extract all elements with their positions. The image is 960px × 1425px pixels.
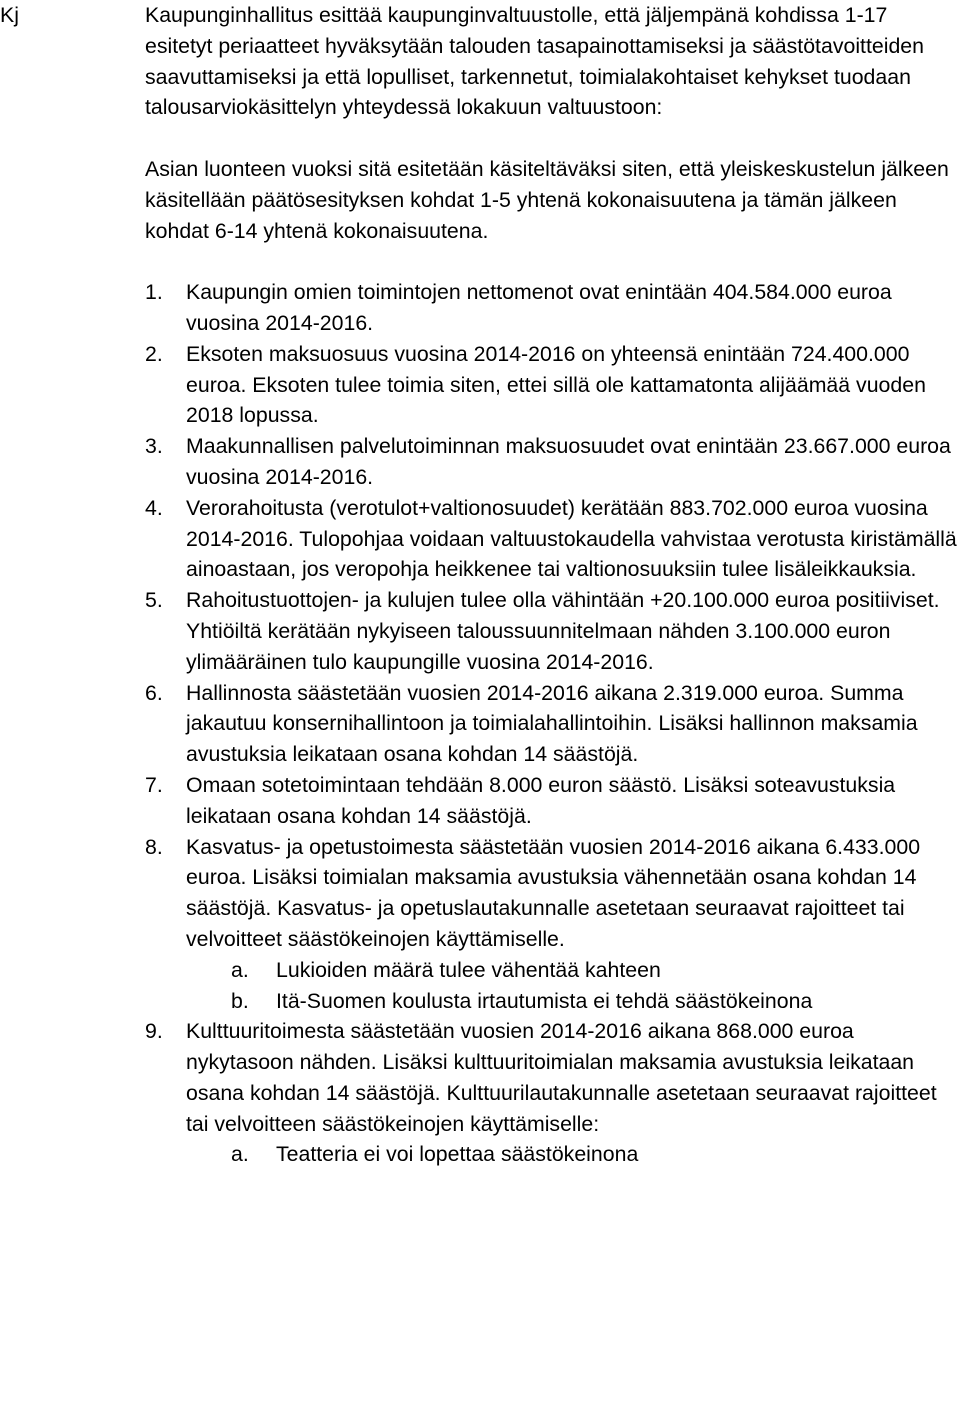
list-item [145,585,960,677]
sub-list-item [231,986,960,1017]
section-marker: Kj [0,3,19,27]
procedure-paragraph: Asian luonteen vuoksi sitä esitetään käsiteltäväksi siten, että yleiskeskustelun jälkeen käsitellään päätösesityksen kohdat 1-5 yhtenä kokonaisuutena ja tämän jälkeen kohdat 6-14 yhtenä kokonaisuutena. [145,156,949,243]
item-number: 6. [145,680,163,705]
item-number: 5. [145,588,163,613]
item-text: Kasvatus- ja opetustoimesta säästetään vuosien 2014-2016 aikana 6.433.000 euroa. Lisäksi toimialan maksamia avustuksia vähennetään osana kohdan 14 säästöjä. Kasvatus- ja opetuslautakunnalle asetetaan seuraavat rajoitteet tai velvoitteet säästökeinojen käyttämiselle. [186,834,921,951]
list-item [145,678,960,770]
item-content [186,1016,960,1170]
sub-item-text: Teatteria ei voi lopettaa säästökeinona [276,1142,639,1167]
item-number: 9. [145,1019,163,1044]
sub-item-letter: b. [231,988,249,1013]
item-text: Hallinnosta säästetään vuosien 2014-2016 aikana 2.319.000 euroa. Summa jakautuu konsernihallintoon ja toimialahallintoihin. Lisäksi hallinnon maksamia avustuksia leikataan osana kohdan 14 säästöjä. [186,680,918,767]
intro-paragraph: Kaupunginhallitus esittää kaupunginvaltuustolle, että jäljempänä kohdissa 1-17 esitetyt periaatteet hyväksytään talouden tasapainottamiseksi ja säästötavoitteiden saavuttamiseksi ja että lopulliset, tarkennetut, toimialakohtaiset kehykset tuodaan talousarviokäsittelyn yhteydessä lokakuun valtuustoon: [145,3,924,120]
document-body [145,0,960,1170]
item-text: Omaan sotetoimintaan tehdään 8.000 euron säästö. Lisäksi soteavustuksia leikataan osana kohdan 14 säästöjä. [186,772,896,828]
item-text: Verorahoitusta (verotulot+valtionosuudet) kerätään 883.702.000 euroa vuosina 2014-2016. Tulopohjaa voidaan valtuustokaudella vahvistaa verotusta kiristämällä ainoastaan, jos veropohja heikkenee tai valtionosuuksiin tulee lisäleikkauksia. [186,495,957,582]
list-item [145,832,960,1017]
list-item [145,770,960,832]
item-content [186,832,960,1017]
sub-list-item [231,1139,960,1170]
item-text: Maakunnallisen palvelutoiminnan maksuosuudet ovat enintään 23.667.000 euroa vuosina 2014-2016. [186,434,951,489]
sub-item-letter: a. [231,957,249,982]
sub-list [186,955,960,1017]
item-number: 1. [145,280,163,305]
item-text: Kaupungin omien toimintojen nettomenot ovat enintään 404.584.000 euroa vuosina 2014-2016. [186,280,892,335]
sub-list [186,1139,960,1170]
item-text: Eksoten maksuosuus vuosina 2014-2016 on yhteensä enintään 724.400.000 euroa. Eksoten tulee toimia siten, ettei sillä ole kattamatonta alijäämää vuoden 2018 lopussa. [186,341,926,428]
list-item [145,1016,960,1170]
sub-item-letter: a. [231,1142,249,1167]
sub-item-text: Lukioiden määrä tulee vähentää kahteen [276,957,661,982]
sub-item-text: Itä-Suomen koulusta irtautumista ei tehdä säästökeinona [276,988,813,1013]
list-item [145,277,960,339]
item-number: 4. [145,495,163,520]
item-text: Rahoitustuottojen- ja kulujen tulee olla vähintään +20.100.000 euroa positiiviset. Yhtiöiltä kerätään nykyiseen taloussuunnitelmaan nähden 3.100.000 euron ylimääräinen tulo kaupungille vuosina 2014-2016. [186,588,940,674]
item-number: 2. [145,341,163,366]
item-number: 3. [145,434,163,459]
list-item [145,493,960,585]
item-number: 8. [145,834,163,859]
item-text: Kulttuuritoimesta säästetään vuosien 2014-2016 aikana 868.000 euroa nykytasoon nähden. Lisäksi kulttuuritoimialan maksamia avustuksia leikataan osana kohdan 14 säästöjä. Kulttuurilautakunnalle asetetaan seuraavat rajoitteet tai velvoitteen säästökeinojen käyttämiselle: [186,1019,937,1136]
principles-list [145,277,960,1170]
item-number: 7. [145,772,163,797]
list-item [145,431,960,493]
sub-list-item [231,955,960,986]
list-item [145,339,960,431]
